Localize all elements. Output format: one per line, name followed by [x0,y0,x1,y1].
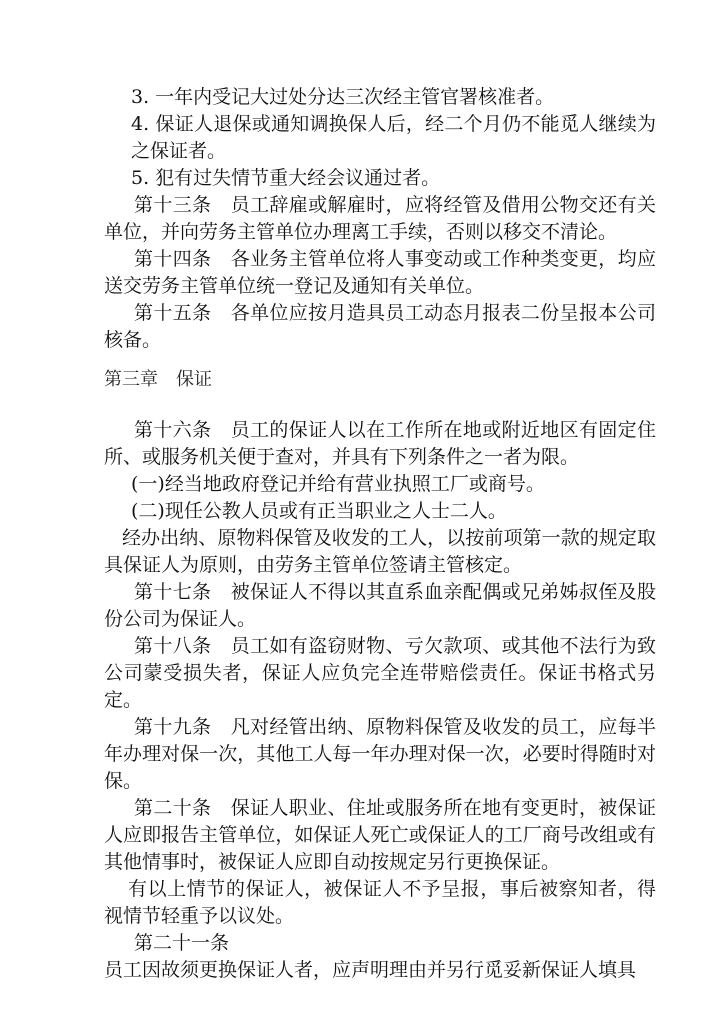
article-13: 第十三条 员工辞雇或解雇时，应将经管及借用公物交还有关单位，并向劳务主管单位办理离工手续，否则以移交不清论。 [104,194,656,243]
condition-2: (二)现任公教人员或有正当职业之人士二人。 [131,500,507,522]
article-16-note: 经办出纳、原物料保管及收发的工人，以按前项第一款的规定取具保证人为原则，由劳务主管单位签请主管核定。 [104,527,656,576]
clause-item-3: 3. 一年内受记大过处分达三次经主管官署核准者。 [131,86,555,108]
article-20-note: 有以上情节的保证人，被保证人不予呈报，事后被察知者，得视情节轻重予以议处。 [104,878,656,927]
article-21-title: 第二十一条 [134,932,230,954]
condition-1: (一)经当地政府登记并给有营业执照工厂或商号。 [131,473,545,495]
article-14: 第十四条 各业务主管单位将人事变动或工作种类变更，均应送交劳务主管单位统一登记及通知有关单位。 [104,248,656,297]
article-17: 第十七条 被保证人不得以其直系血亲配偶或兄弟姊叔侄及股份公司为保证人。 [104,581,656,630]
article-21-body: 员工因故须更换保证人者，应声明理由并另行觅妥新保证人填具 [104,959,637,981]
article-20: 第二十条 保证人职业、住址或服务所在地有变更时，被保证人应即报告主管单位，如保证人死亡或保证人的工厂商号改组或有其他情事时，被保证人应即自动按规定另行更换保证。 [104,797,656,873]
chapter-heading: 第三章 保证 [104,369,212,390]
document-body [104,84,656,984]
article-16: 第十六条 员工的保证人以在工作所在地或附近地区有固定住所、或服务机关便于查对，并具有下列条件之一者为限。 [104,419,656,468]
article-18: 第十八条 员工如有盗窃财物、亏欠款项、或其他不法行为致公司蒙受损失者，保证人应负完全连带赔偿责任。保证书格式另定。 [104,635,656,711]
article-19: 第十九条 凡对经管出纳、原物料保管及收发的员工，应每半年办理对保一次，其他工人每一年办理对保一次，必要时得随时对保。 [104,716,656,792]
article-15: 第十五条 各单位应按月造具员工动态月报表二份呈报本公司核备。 [104,302,656,351]
clause-item-5: 5. 犯有过失情节重大经会议通过者。 [131,167,441,189]
clause-item-4: 4. 保证人退保或通知调换保人后，经二个月仍不能觅人继续为之保证者。 [131,113,656,162]
